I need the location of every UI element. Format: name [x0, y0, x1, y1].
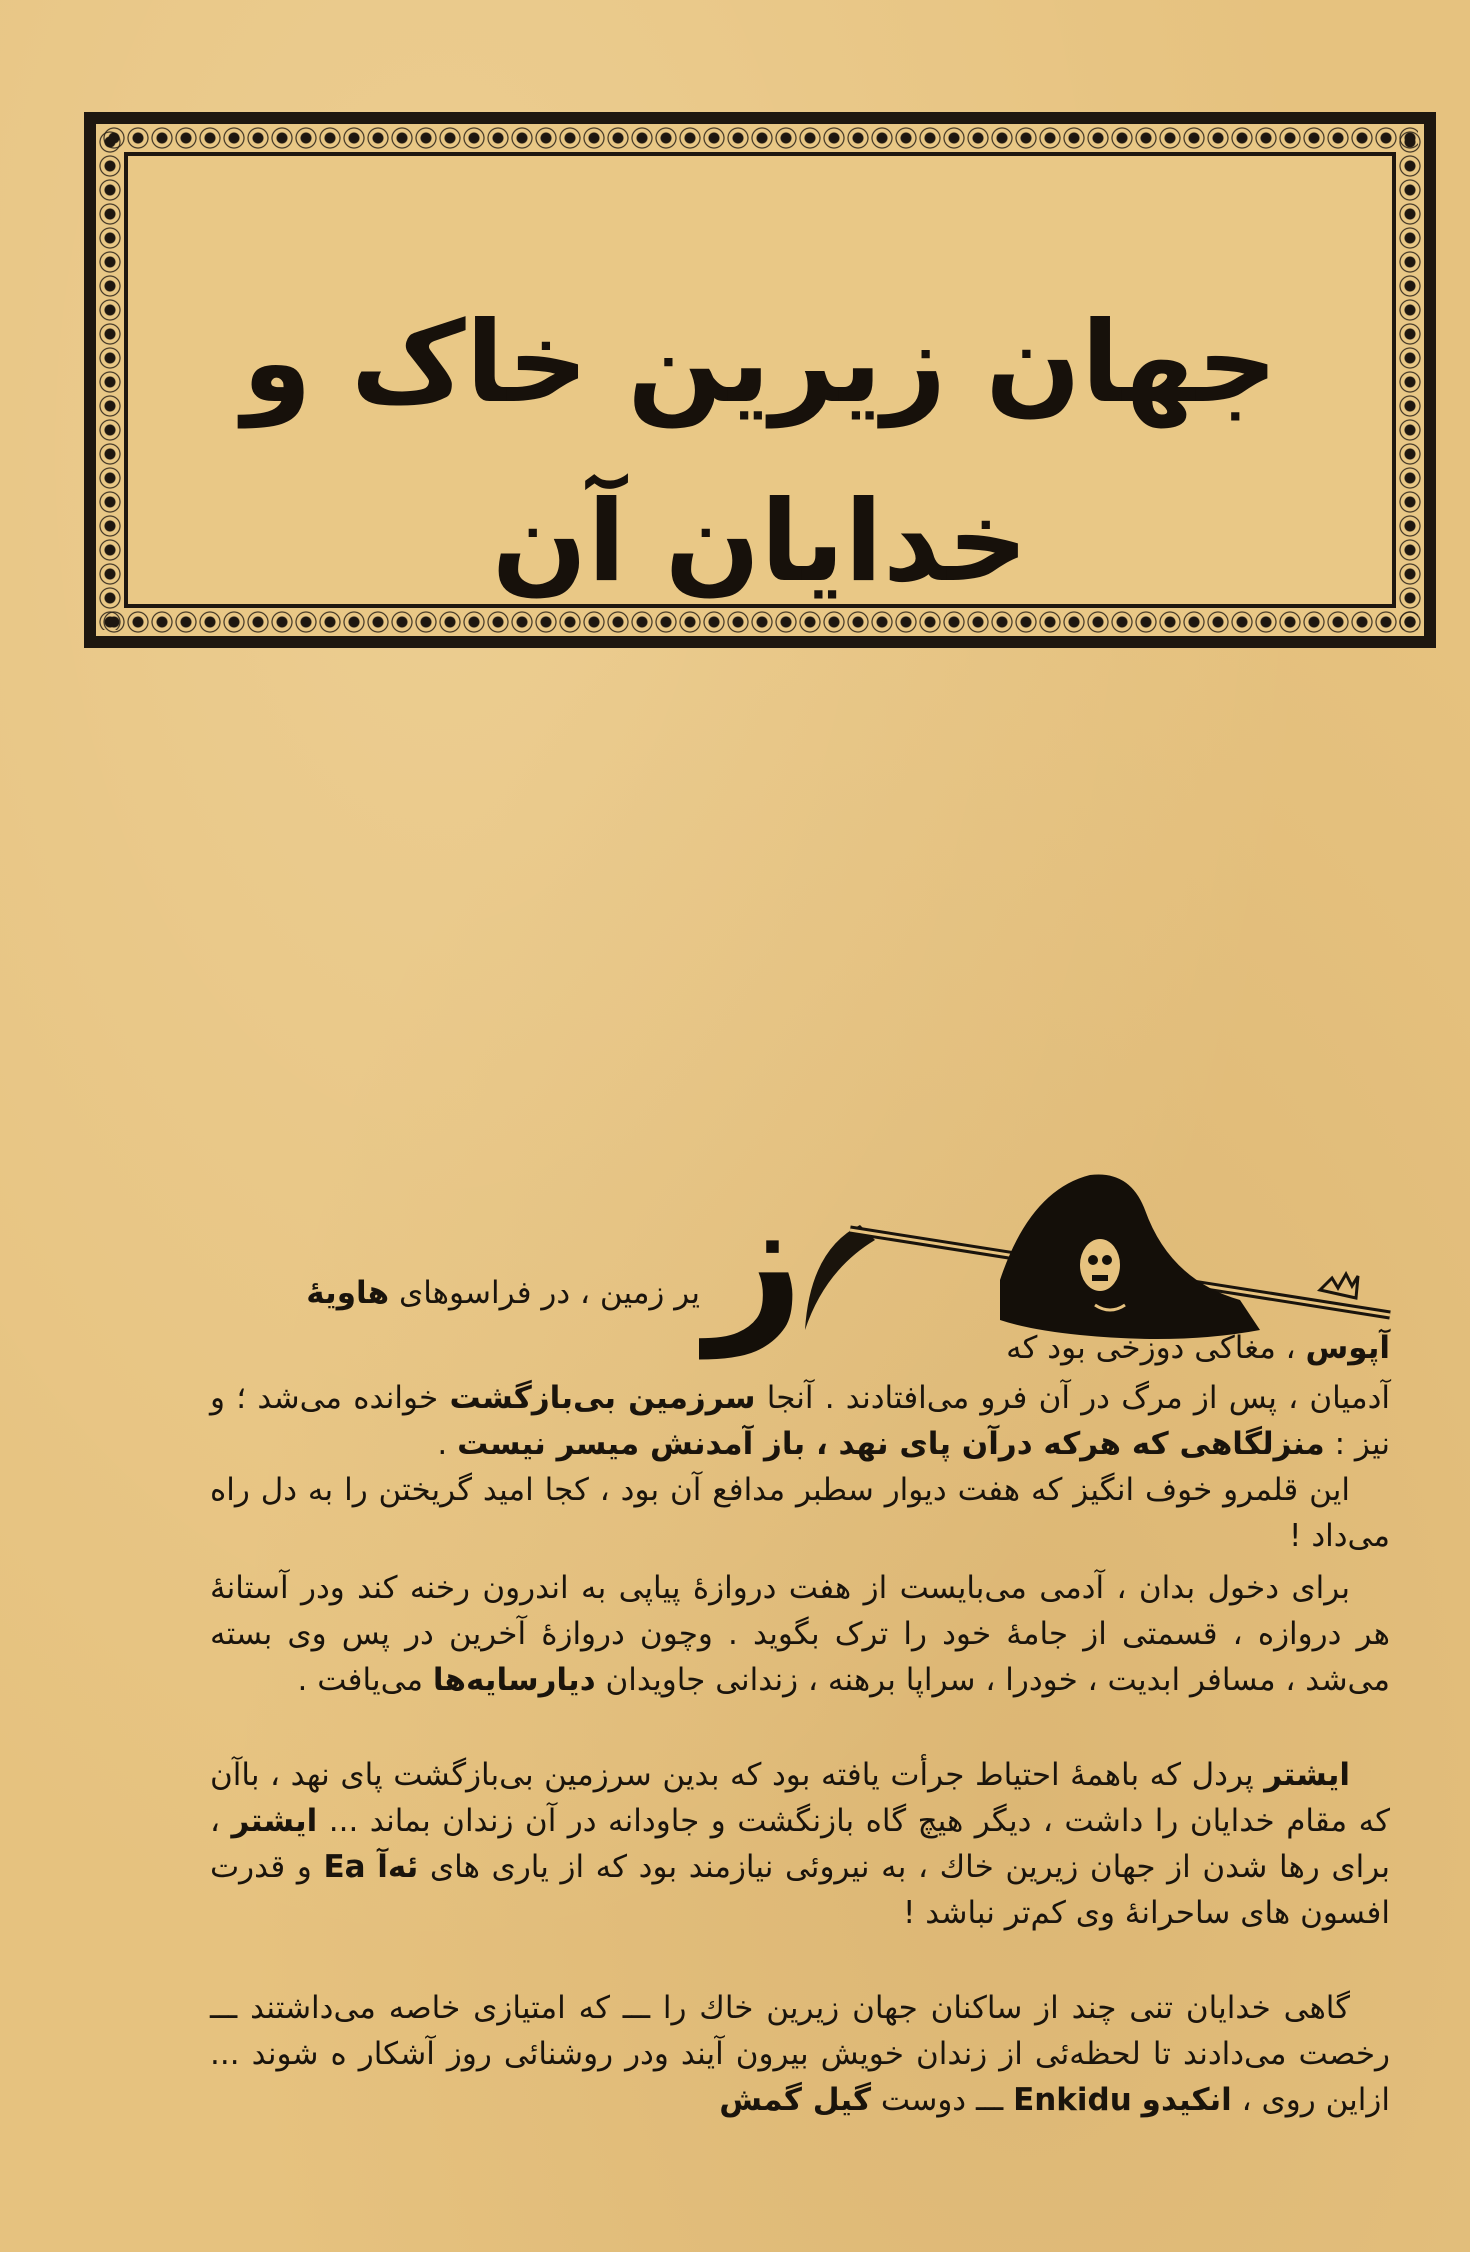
opening-line-2 [210, 1325, 1390, 1371]
page-title: جهان زیرین خاک و خدایان آن [242, 298, 1278, 608]
p2-text-b: می‌یافت . [297, 1662, 433, 1698]
p4-latin-enkidu: Enkidu [1013, 2082, 1132, 2118]
apsu-term: آپوس [1305, 1330, 1390, 1366]
p1-text-b: خوانده می‌شد ؛ و نیز : [210, 1380, 1390, 1462]
drop-cap-letter: ز [706, 1161, 804, 1359]
p1-text-a: آدمیان ، پس از مرگ در آن فرو می‌افتادند . آنجا [755, 1380, 1390, 1416]
p1-bold-a: سرزمین بی‌بازگشت [449, 1380, 756, 1416]
opening-text: یر زمین ، در فراسوهای [389, 1275, 700, 1311]
p2-text-a: برای دخول بدان ، آدمی می‌بایست از هفت دروازهٔ پیاپی به اندرون رخنه کند ودر آستانهٔ هر دروازه ، قسمتی از جامهٔ خود را ترک بگوید . وچون دروازهٔ آخرین در پس وی بسته می‌شد ، مسافر ابدیت ، خودرا ، سراپا برهنه ، زندانی جاویدان [210, 1570, 1390, 1698]
p3-bold-c: ئه‌آ [377, 1849, 419, 1885]
p4-bold-b: گیل گمش [719, 2082, 872, 2118]
hooded-figure-icon [1000, 1174, 1260, 1339]
p3-bold-a: ایشتر [1264, 1757, 1350, 1793]
p3-bold-b: ایشتر [231, 1803, 318, 1839]
p1-text-c: . [437, 1426, 458, 1462]
p4-text-a: گاهی خدایان تنی چند از ساکنان جهان زیرین خاك را ـــ که امتیازی خاصه می‌داشتند ـــ رخصت می‌دادند تا لحظه‌ئی از زندان خویش بیرون آیند ودر روشنائی روز آشکار ه شوند ... ازاین روی ، [210, 1990, 1390, 2118]
opening-line [210, 1270, 700, 1316]
ornamental-border-right [1398, 130, 1422, 630]
ornamental-border-left [98, 130, 122, 630]
p2-bold-a: دیارسایه‌ها [432, 1662, 596, 1698]
p1-bold-b: منزلگاهی که هرکه درآن پای نهد ، باز آمدنش میسر نیست [457, 1426, 1325, 1462]
p4-bold-a: انکیدو [1141, 2082, 1232, 2118]
p3-text-a: پردل که باهمهٔ احتیاط جرأت یافته بود که بدین سرزمین بی‌بازگشت پای نهد ، باآن که مقام خدایان را داشت ، دیگر هیچ گاه بازنگشت و جاودانه در آن زندان بماند ... [210, 1757, 1390, 1839]
title-frame [84, 112, 1436, 648]
ornamental-border-top [102, 126, 1418, 150]
p3-latin-ea: Ea [323, 1849, 366, 1885]
p1-text-d: این قلمرو خوف انگیز که هفت دیوار سطبر مدافع آن بود ، کجا امید گریختن را به دل راه می‌داد ! [210, 1472, 1390, 1554]
p3-text-b: ، برای رها شدن از جهان زیرین خاك ، به نیروئی نیازمند بود که از یاری های [210, 1803, 1390, 1885]
paragraph-4 [210, 1985, 1390, 2123]
paragraph-2 [210, 1565, 1390, 1703]
opening-bold-term: هاویهٔ [306, 1275, 390, 1311]
p3-text-c: و قدرت افسون های ساحرانهٔ وی کم‌تر نباشد ! [210, 1849, 1390, 1931]
paragraph-3 [210, 1752, 1390, 1936]
paragraph-1 [210, 1375, 1390, 1559]
opening-text-2: ، مغاکی دوزخی بود که [1006, 1330, 1306, 1366]
p4-text-b: ـــ دوست [871, 2082, 1014, 2118]
